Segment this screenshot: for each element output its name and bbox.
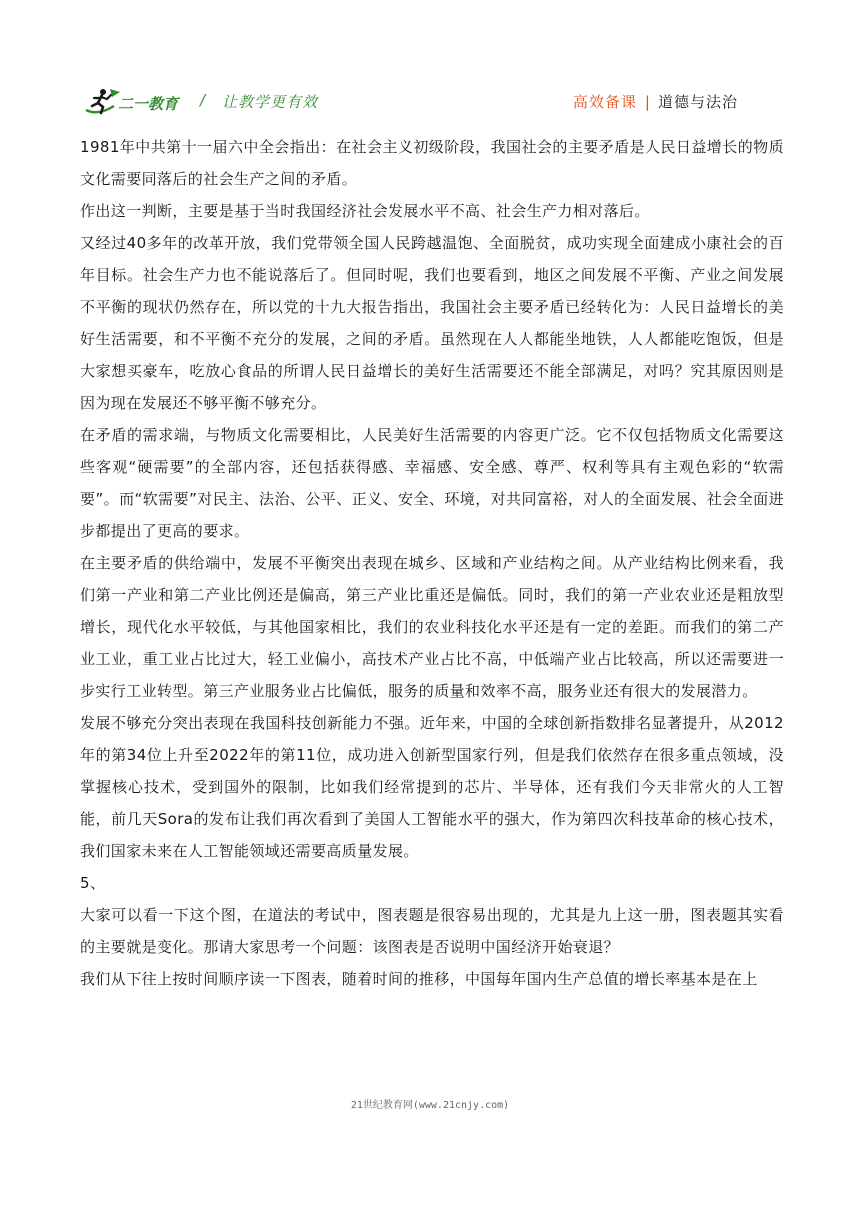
paragraph-6: 发展不够充分突出表现在我国科技创新能力不强。近年来，中国的全球创新指数排名显著提升，从2012年的第34位上升至2022年的第11位，成功进入创新型国家行列，但是我们依然存在很多重点领域，没掌握核心技术，受到国外的限制，比如我们经常提到的芯片、半导体，还有我们今天非常火的人工智能，前几天Sora的发布让我们再次看到了美国人工智能水平的强大，作为第四次科技革命的核心技术，我们国家未来在人工智能领域还需要高质量发展。	[80, 714, 784, 860]
site-logo	[84, 86, 194, 118]
tag-subject: 道德与法治	[657, 93, 738, 111]
paragraph-1: 1981年中共第十一届六中全会指出：在社会主义初级阶段，我国社会的主要矛盾是人民日益增长的物质文化需要同落后的社会生产之间的矛盾。	[80, 138, 784, 188]
paragraph-8: 我们从下往上按时间顺序读一下图表，随着时间的推移，中国每年国内生产总值的增长率基本是在上	[80, 970, 758, 988]
slogan-separator: /	[200, 91, 206, 109]
paragraph-4: 在矛盾的需求端，与物质文化需要相比，人民美好生活需要的内容更广泛。它不仅包括物质文化需要这些客观“硬需要”的全部内容，还包括获得感、幸福感、安全感、尊严、权利等具有主观色彩的“软需要”。而“软需要”对民主、法治、公平、正义、安全、环境，对共同富裕，对人的全面发展、社会全面进步都提出了更高的要求。	[80, 426, 784, 540]
tag-separator: |	[644, 93, 650, 111]
section-number: 5、	[80, 874, 106, 892]
paragraph-5: 在主要矛盾的供给端中，发展不平衡突出表现在城乡、区域和产业结构之间。从产业结构比例来看，我们第一产业和第二产业比例还是偏高，第三产业比重还是偏低。同时，我们的第一产业农业还是粗放型增长，现代化水平较低，与其他国家相比，我们的农业科技化水平还是有一定的差距。而我们的第二产业工业，重工业占比过大，轻工业偏小，高技术产业占比不高，中低端产业占比较高，所以还需要进一步实行工业转型。第三产业服务业占比偏低，服务的质量和效率不高，服务业还有很大的发展潜力。	[80, 554, 784, 700]
page-header	[84, 86, 780, 118]
tag-efficient-prep: 高效备课	[572, 93, 637, 111]
slogan: 让教学更有效	[222, 93, 319, 111]
logo-text: 二一教育	[118, 95, 179, 113]
paragraph-2: 作出这一判断，主要是基于当时我国经济社会发展水平不高、社会生产力相对落后。	[80, 202, 650, 220]
paragraph-7: 大家可以看一下这个图，在道法的考试中，图表题是很容易出现的，尤其是九上这一册，图表题其实看的主要就是变化。那请大家思考一个问题：该图表是否说明中国经济开始衰退？	[80, 906, 784, 956]
page-footer: 21世纪教育网(www.21cnjy.com)	[350, 1100, 510, 1111]
document-body	[80, 131, 784, 995]
running-figure-logo-icon	[84, 86, 194, 118]
subject-tags	[573, 91, 738, 112]
paragraph-3: 又经过40多年的改革开放，我们党带领全国人民跨越温饱、全面脱贫，成功实现全面建成小康社会的百年目标。社会生产力也不能说落后了。但同时呢，我们也要看到，地区之间发展不平衡、产业之间发展不平衡的现状仍然存在，所以党的十九大报告指出，我国社会主要矛盾已经转化为：人民日益增长的美好生活需要，和不平衡不充分的发展，之间的矛盾。虽然现在人人都能坐地铁，人人都能吃饱饭，但是大家想买豪车，吃放心食品的所谓人民日益增长的美好生活需要还不能全部满足，对吗？究其原因则是因为现在发展还不够平衡不够充分。	[80, 234, 784, 412]
